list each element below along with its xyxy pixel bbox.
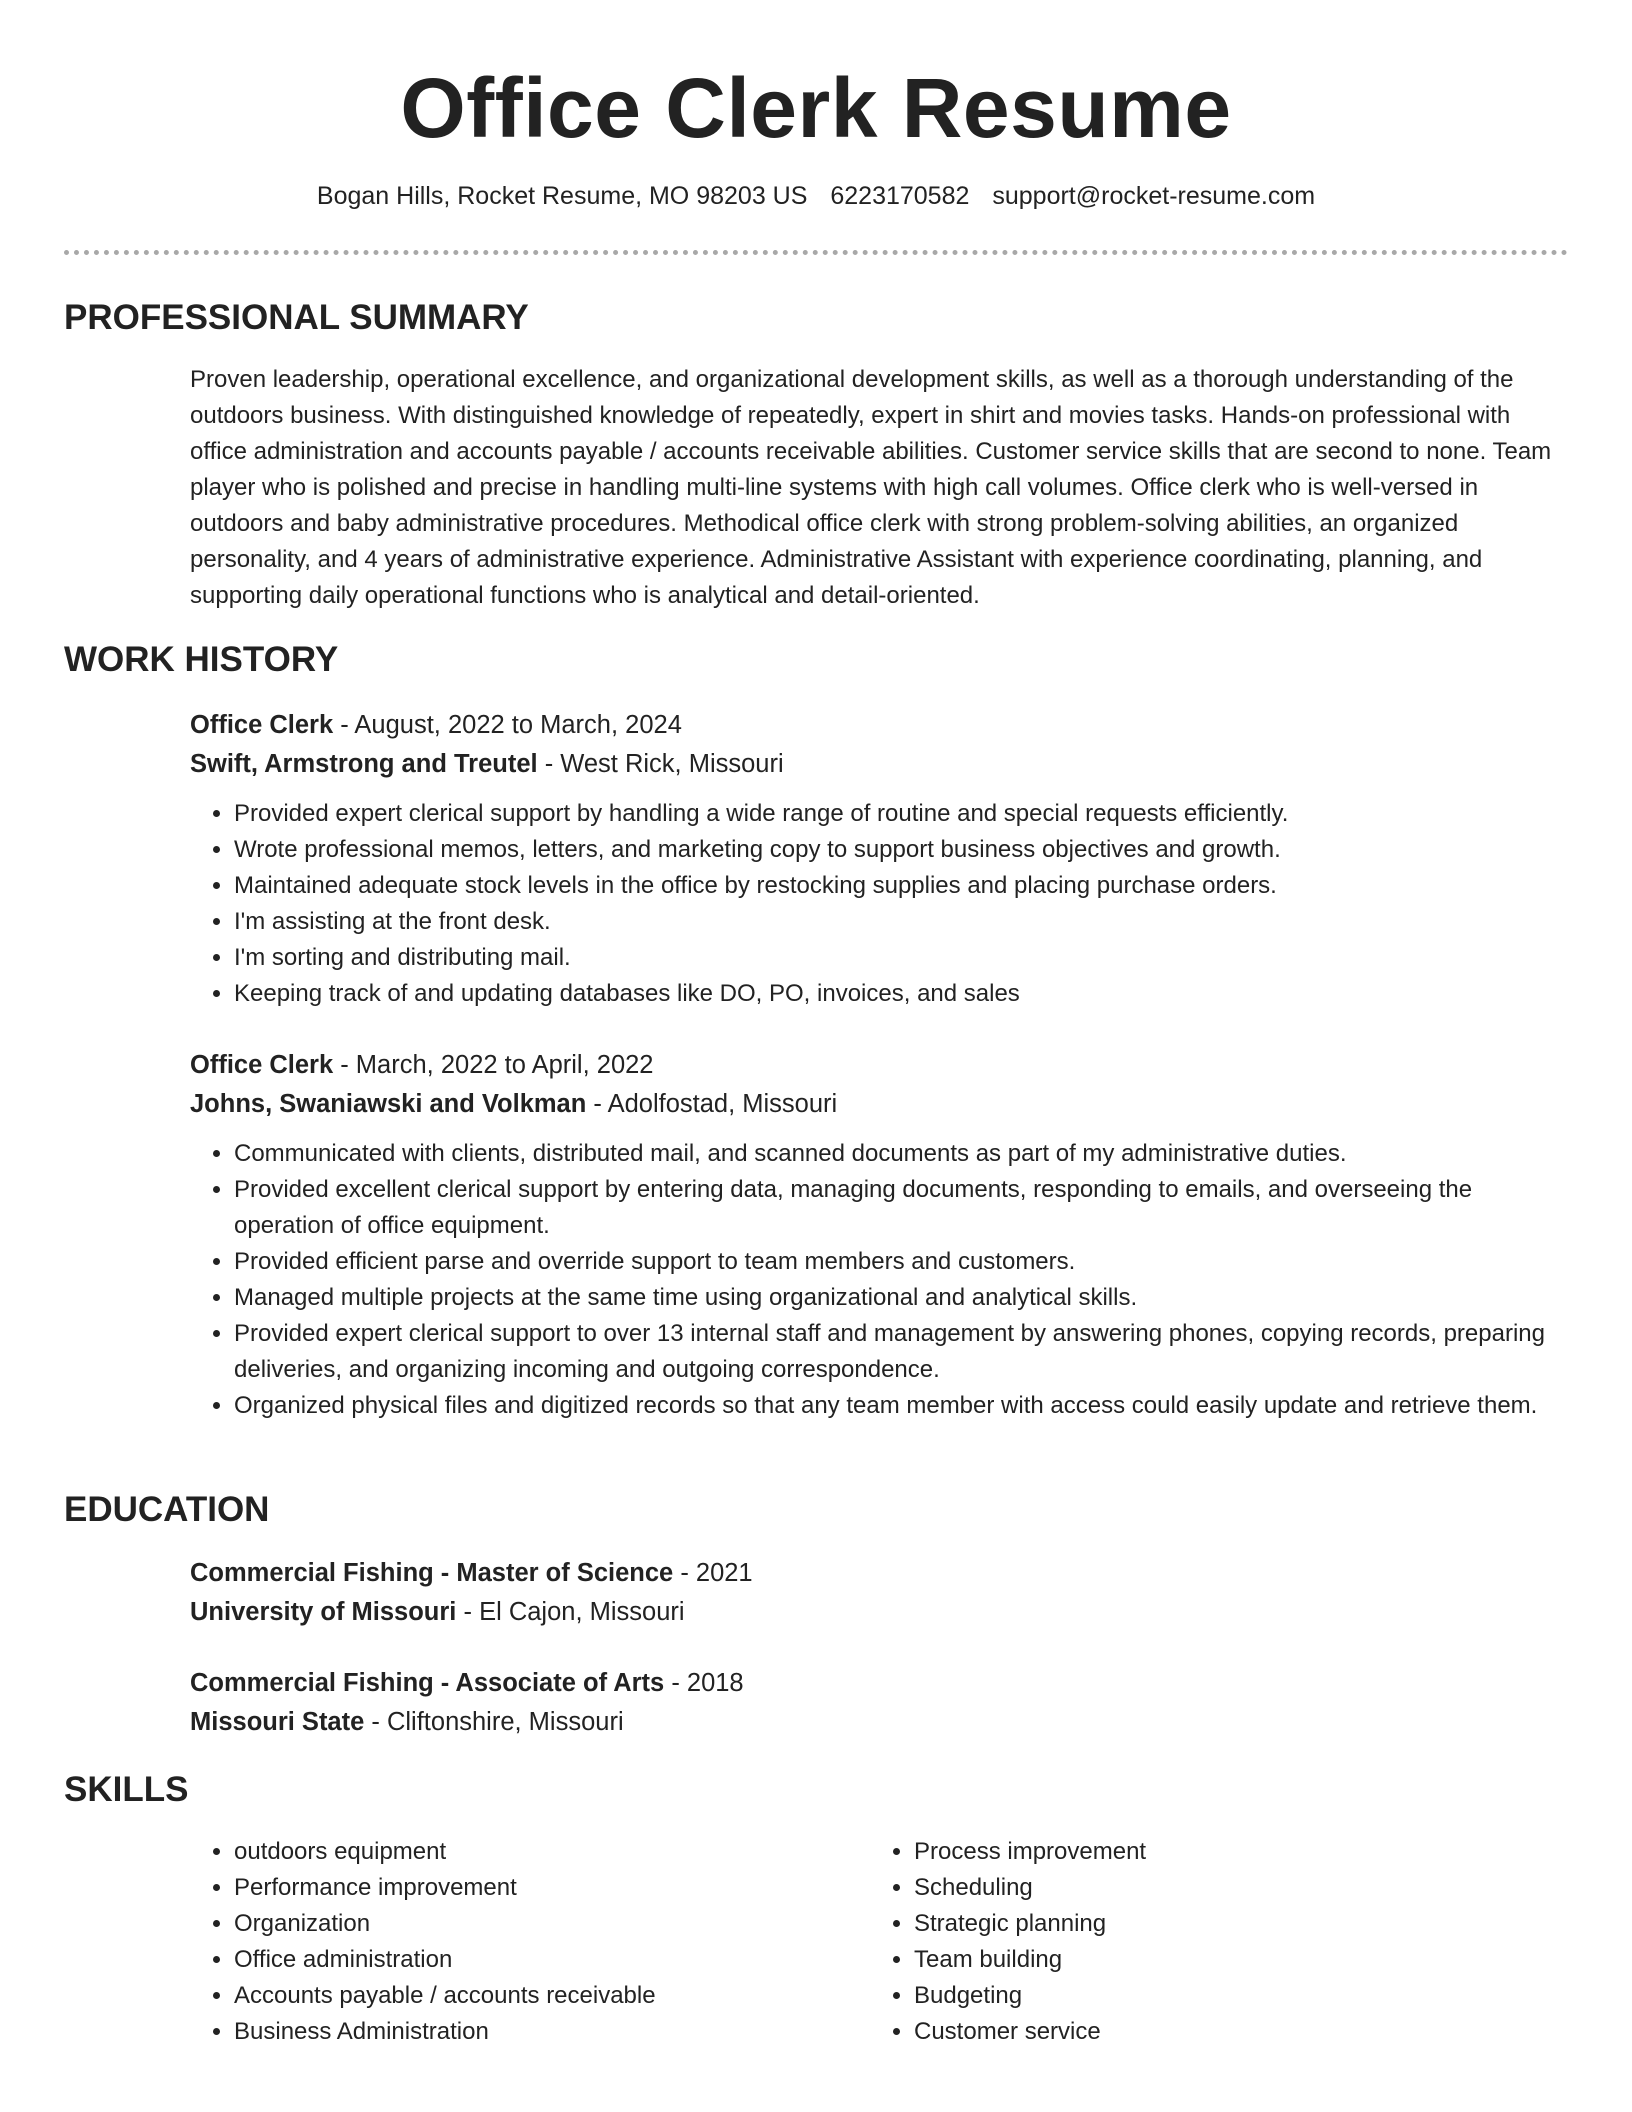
list-item: • Provided excellent clerical support by entering data, managing documents, responding to emails, and overseeing the operation of office equipment. bbox=[234, 1172, 1568, 1244]
job-dates: - August, 2022 to March, 2024 bbox=[340, 711, 682, 739]
contact-phone: 6223170582 bbox=[830, 182, 970, 210]
list-item: • I'm sorting and distributing mail. bbox=[234, 940, 1568, 976]
list-item: • Customer service bbox=[914, 2014, 1550, 2050]
section-title-skills: SKILLS bbox=[64, 1770, 189, 1809]
education-school-line bbox=[190, 1703, 1568, 1742]
header-divider bbox=[64, 250, 1568, 255]
summary-block bbox=[190, 362, 1568, 614]
resume-title: Office Clerk Resume bbox=[400, 61, 1232, 155]
education-entry bbox=[190, 1664, 1568, 1742]
list-item: • Business Administration bbox=[234, 2014, 870, 2050]
list-item: • Organization bbox=[234, 1906, 870, 1942]
list-item: • Provided expert clerical support to over 13 internal staff and management by answering phones, copying records, preparing deliveries, and organizing incoming and outgoing correspondence. bbox=[234, 1316, 1568, 1388]
education-degree-line bbox=[190, 1554, 1568, 1593]
list-item: • Wrote professional memos, letters, and marketing copy to support business objectives and growth. bbox=[234, 832, 1568, 868]
education-school: Missouri State bbox=[190, 1708, 365, 1736]
education-year: - 2018 bbox=[671, 1669, 744, 1697]
list-item: • Communicated with clients, distributed mail, and scanned documents as part of my administrative duties. bbox=[234, 1136, 1568, 1172]
list-item: • Provided expert clerical support by handling a wide range of routine and special requests efficiently. bbox=[234, 796, 1568, 832]
job-company-line bbox=[190, 1085, 1568, 1124]
education-entry bbox=[190, 1554, 1568, 1632]
list-item: • outdoors equipment bbox=[234, 1834, 870, 1870]
job-heading bbox=[190, 1046, 1568, 1085]
list-item: • Performance improvement bbox=[234, 1870, 870, 1906]
job-role: Office Clerk bbox=[190, 1051, 334, 1079]
education-school: University of Missouri bbox=[190, 1598, 457, 1626]
education-degree-line bbox=[190, 1664, 1568, 1703]
list-item: • I'm assisting at the front desk. bbox=[234, 904, 1568, 940]
list-item: • Accounts payable / accounts receivable bbox=[234, 1978, 870, 2014]
list-item: • Maintained adequate stock levels in the office by restocking supplies and placing purchase orders. bbox=[234, 868, 1568, 904]
job-duties-list bbox=[190, 1136, 1568, 1424]
contact-email: support@rocket-resume.com bbox=[992, 182, 1316, 210]
education-location: - Cliftonshire, Missouri bbox=[371, 1708, 624, 1736]
job-dates: - March, 2022 to April, 2022 bbox=[340, 1051, 654, 1079]
summary-text: Proven leadership, operational excellence, and organizational development skills, as well as a thorough understanding of the outdoors business. With distinguished knowledge of repeatedly, expert in shirt and movies tasks. Hands-on professional with office administration and accounts payable / accounts receivable abilities. Customer service skills that are second to none. Team player who is polished and precise in handling multi-line systems with high call volumes. Office clerk who is well-versed in outdoors and baby administrative procedures. Methodical office clerk with strong problem-solving abilities, an organized personality, and 4 years of administrative experience. Administrative Assistant with experience coordinating, planning, and supporting daily operational functions who is analytical and detail-oriented. bbox=[190, 366, 1552, 609]
section-title-summary: PROFESSIONAL SUMMARY bbox=[64, 298, 529, 337]
education-degree: Commercial Fishing - Master of Science bbox=[190, 1559, 674, 1587]
section-title-work-history: WORK HISTORY bbox=[64, 640, 339, 679]
skills-block bbox=[190, 1834, 1568, 2050]
list-item: • Organized physical files and digitized records so that any team member with access could easily update and retrieve them. bbox=[234, 1388, 1568, 1424]
list-item: • Scheduling bbox=[914, 1870, 1550, 1906]
list-item: • Office administration bbox=[234, 1942, 870, 1978]
list-item: • Process improvement bbox=[914, 1834, 1550, 1870]
list-item: • Keeping track of and updating databases like DO, PO, invoices, and sales bbox=[234, 976, 1568, 1012]
contact-line bbox=[64, 180, 1568, 212]
job-entry bbox=[190, 1046, 1568, 1424]
skills-list-left bbox=[190, 1834, 870, 2050]
job-company: Johns, Swaniawski and Volkman bbox=[190, 1090, 587, 1118]
list-item: • Strategic planning bbox=[914, 1906, 1550, 1942]
job-heading bbox=[190, 706, 1568, 745]
list-item: • Budgeting bbox=[914, 1978, 1550, 2014]
list-item: • Team building bbox=[914, 1942, 1550, 1978]
job-company: Swift, Armstrong and Treutel bbox=[190, 750, 538, 778]
job-role: Office Clerk bbox=[190, 711, 334, 739]
job-duties-list bbox=[190, 796, 1568, 1012]
job-location: - West Rick, Missouri bbox=[544, 750, 784, 778]
skills-grid bbox=[190, 1834, 1568, 2050]
education-school-line bbox=[190, 1593, 1568, 1632]
education-degree: Commercial Fishing - Associate of Arts bbox=[190, 1669, 665, 1697]
job-company-line bbox=[190, 745, 1568, 784]
education-year: - 2021 bbox=[680, 1559, 753, 1587]
job-location: - Adolfostad, Missouri bbox=[593, 1090, 838, 1118]
skills-list-right bbox=[870, 1834, 1550, 2050]
section-title-education: EDUCATION bbox=[64, 1490, 270, 1529]
education-location: - El Cajon, Missouri bbox=[463, 1598, 685, 1626]
contact-address: Bogan Hills, Rocket Resume, MO 98203 US bbox=[316, 182, 808, 210]
list-item: • Provided efficient parse and override support to team members and customers. bbox=[234, 1244, 1568, 1280]
list-item: • Managed multiple projects at the same time using organizational and analytical skills. bbox=[234, 1280, 1568, 1316]
job-entry bbox=[190, 706, 1568, 1012]
